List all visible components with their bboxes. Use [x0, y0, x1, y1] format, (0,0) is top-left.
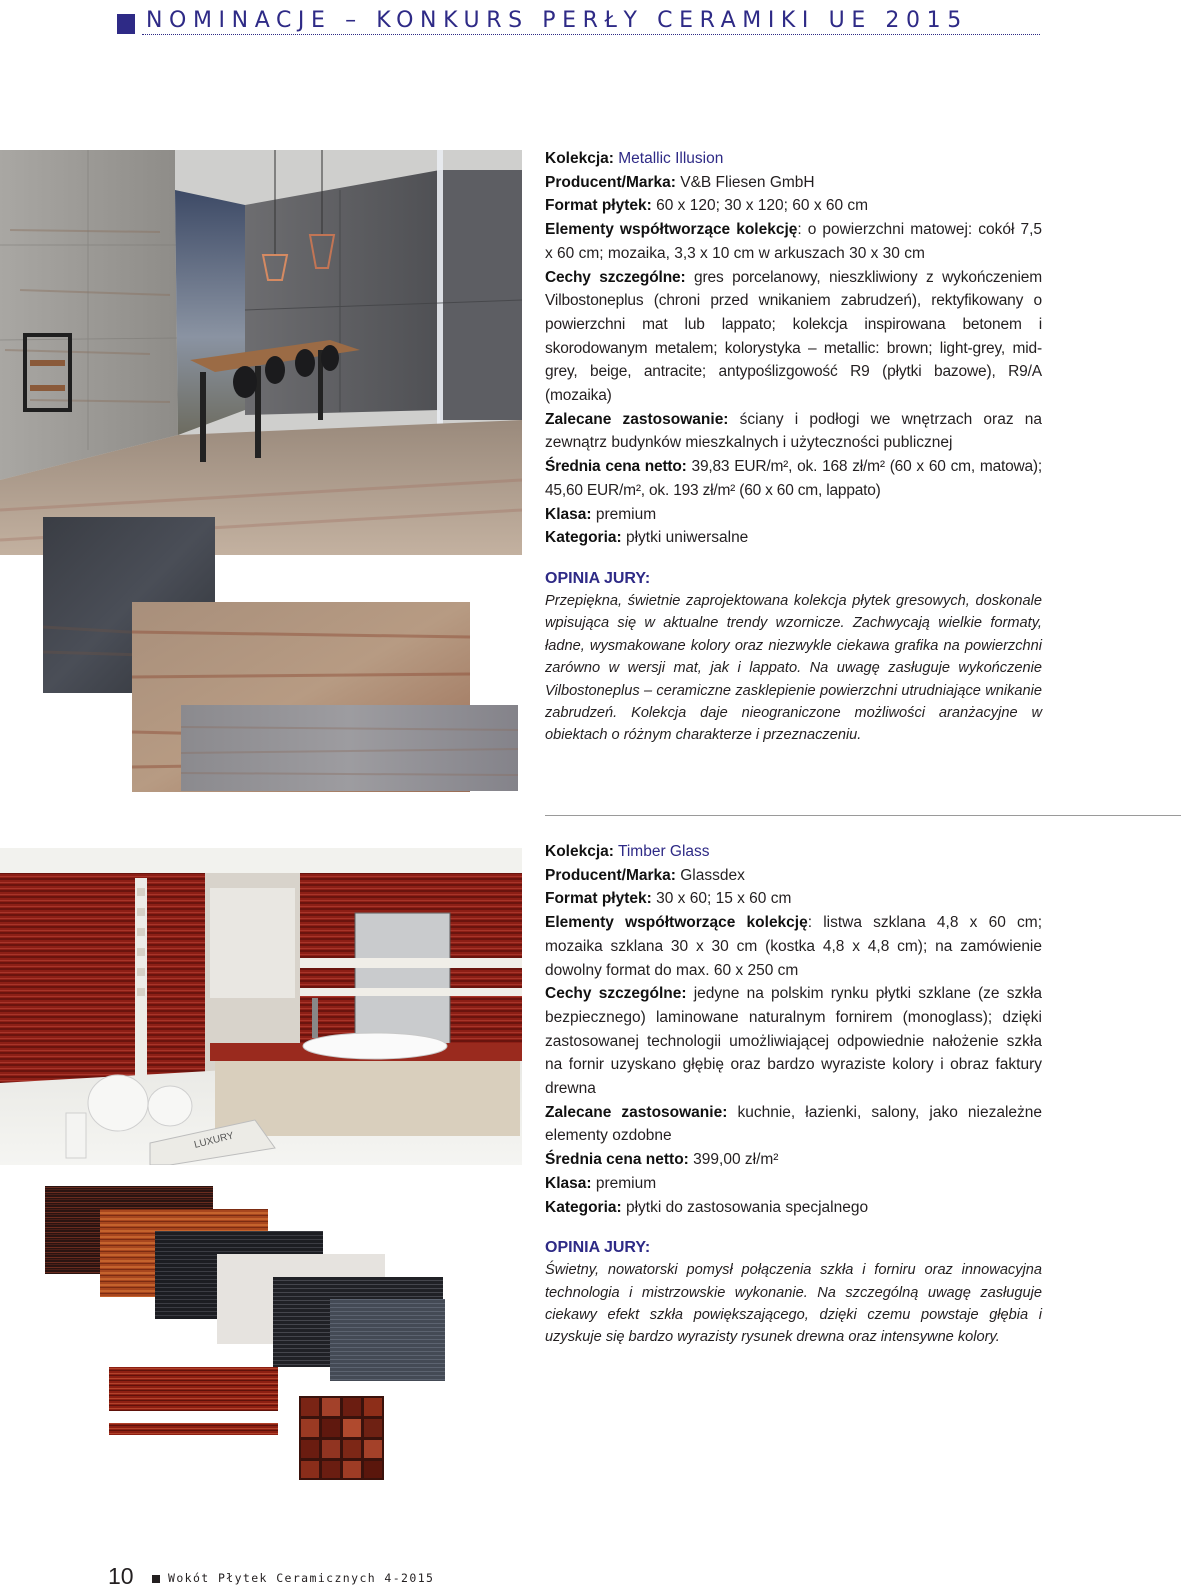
- format-label: Format płytek:: [545, 890, 652, 908]
- category-row: [545, 526, 1042, 550]
- metallic-illusion-interior-photo: [0, 150, 522, 555]
- footer-square-bullet: [152, 1575, 160, 1583]
- features-row: [545, 982, 1042, 1101]
- section-divider: [545, 815, 1181, 816]
- class-row: [545, 503, 1042, 527]
- class-row: [545, 1172, 1042, 1196]
- timber-glass-details: [545, 840, 1042, 1349]
- collection-row: [545, 147, 1042, 171]
- header-accent-bar: [117, 14, 135, 34]
- category-value: płytki do zastosowania specjalnego: [625, 1198, 869, 1216]
- usage-row: [545, 408, 1042, 455]
- timber-glass-bathroom-photo: [0, 848, 522, 1165]
- class-value: premium: [595, 505, 657, 523]
- producer-value: V&B Fliesen GmbH: [680, 173, 815, 191]
- header-dotted-rule: [142, 34, 1040, 35]
- elements-value: : o powierzchni matowej: cokół 7,5 x 60 cm; mozaika, 3,3 x 10 cm w arkuszach 30 x 30 cm: [545, 221, 1042, 262]
- format-value: 60 x 120; 30 x 120; 60 x 60 cm: [656, 197, 869, 215]
- features-label: Cechy szczególne:: [545, 985, 687, 1003]
- elements-value: : listwa szklana 4,8 x 60 cm; mozaika szklana 30 x 30 cm (kostka 4,8 x 4,8 cm); na zamówienie dowolny format do max. 60 x 250 cm: [545, 914, 1042, 979]
- price-label: Średnia cena netto:: [545, 458, 687, 476]
- elements-row: [545, 911, 1042, 982]
- format-value: 30 x 60; 15 x 60 cm: [656, 890, 792, 908]
- category-label: Kategoria:: [545, 529, 622, 547]
- producer-label: Producent/Marka:: [545, 173, 676, 191]
- collection-row: [545, 840, 1042, 864]
- tile-sample-grey: [181, 705, 518, 791]
- glass-mosaic-sample: [299, 1396, 384, 1480]
- collection-value: Metallic Illusion: [618, 150, 724, 167]
- glass-border-strips: [109, 1367, 278, 1437]
- collection-label: Kolekcja:: [545, 150, 614, 167]
- collection-label: Kolekcja:: [545, 843, 614, 860]
- jury-heading: OPINIA JURY:: [545, 569, 651, 587]
- usage-label: Zalecane zastosowanie:: [545, 410, 729, 428]
- elements-label: Elementy współtworzące kolekcję: [545, 914, 808, 932]
- features-label: Cechy szczególne:: [545, 268, 686, 286]
- elements-label: Elementy współtworzące kolekcję: [545, 221, 798, 239]
- jury-opinion: Świetny, nowatorski pomysł połączenia szkła i forniru oraz innowacyjna technologia i mistrzowskie wykonanie. Na szczególną uwagę zasługuje ciekawy efekt szkła powiększającego, dzięki czemu powstaje głębia i uzyskuje się bardzo wyrazisty rysunek drewna oraz intensywne kolory.: [545, 1262, 1042, 1346]
- section-header-title: NOMINACJE – KONKURS PERŁY CERAMIKI UE 2015: [146, 8, 968, 33]
- producer-row: [545, 171, 1042, 195]
- features-row: [545, 266, 1042, 408]
- price-row: [545, 455, 1042, 502]
- class-value: premium: [595, 1174, 657, 1192]
- collection-value: Timber Glass: [617, 843, 710, 860]
- features-value: gres porcelanowy, nieszkliwiony z wykończeniem Vilbostoneplus (chroni przed wnikaniem zabrudzeń), rektyfikowany o powierzchni mat lub lappato; kolekcja inspirowana betonem i skorodowanym metalem; kolorystyka – metallic: brown; light-grey, mid-grey, beige, antracite; antypoślizgowość R9 (płytki bazowe), R9/A (mozaika): [545, 268, 1042, 405]
- magazine-issue-label: Wokót Płytek Ceramicznych 4-2015: [168, 1571, 435, 1585]
- producer-label: Producent/Marka:: [545, 866, 676, 884]
- jury-heading: OPINIA JURY:: [545, 1239, 651, 1257]
- usage-label: Zalecane zastosowanie:: [545, 1103, 728, 1121]
- class-label: Klasa:: [545, 1174, 592, 1192]
- metallic-illusion-details: [545, 147, 1042, 747]
- class-label: Klasa:: [545, 505, 592, 523]
- category-value: płytki uniwersalne: [625, 529, 749, 547]
- price-label: Średnia cena netto:: [545, 1151, 689, 1169]
- page-number: 10: [108, 1563, 134, 1589]
- format-row: [545, 194, 1042, 218]
- jury-opinion: Przepiękna, świetnie zaprojektowana kolekcja płytek gresowych, doskonale wpisująca się w aktualne trendy wzornicze. Zachwycają wielkie formaty, ładne, wysmakowane kolory oraz niezwykle ciekawa grafika na powierzchni zarówno w wersji mat, jak i lappato. Na uwagę zasługuje wykończenie Vilbostoneplus – ceramiczne zasklepienie powierzchni utrudniające wnikanie zabrudzeń. Kolekcja daje nieograniczone możliwości aranżacyjne w obiektach o różnym charakterze i przeznaczeniu.: [545, 592, 1042, 744]
- price-value: 399,00 zł/m²: [693, 1151, 779, 1169]
- price-row: [545, 1148, 1042, 1172]
- timber-glass-tile-samples: [45, 1186, 445, 1381]
- format-label: Format płytek:: [545, 197, 652, 215]
- category-row: [545, 1196, 1042, 1220]
- producer-value: Glassdex: [680, 866, 745, 884]
- format-row: [545, 887, 1042, 911]
- producer-row: [545, 864, 1042, 888]
- usage-row: [545, 1101, 1042, 1148]
- usage-value: kuchnie, łazienki, salony, jako niezależne elementy ozdobne: [545, 1103, 1042, 1145]
- usage-value: ściany i podłogi we wnętrzach oraz na zewnątrz budynków mieszkalnych i użyteczności publicznej: [545, 410, 1043, 452]
- elements-row: [545, 218, 1042, 265]
- category-label: Kategoria:: [545, 1198, 622, 1216]
- price-value: 39,83 EUR/m², ok. 168 zł/m² (60 x 60 cm, matowa); 45,60 EUR/m², ok. 193 zł/m² (60 x 60 cm, lappato): [545, 458, 1043, 499]
- features-value: jedyne na polskim rynku płytki szklane (ze szkła bezpiecznego) laminowane naturalnym fornirem (monoglass); dzięki zastosowanej technologii umożliwiającej odpowiednie nałożenie szkła na fornir uzyskano głębię oraz bardzo wyraziste kolory i obraz faktury drewna: [545, 985, 1043, 1098]
- bath-sign-text: LUXURY: [193, 1130, 235, 1151]
